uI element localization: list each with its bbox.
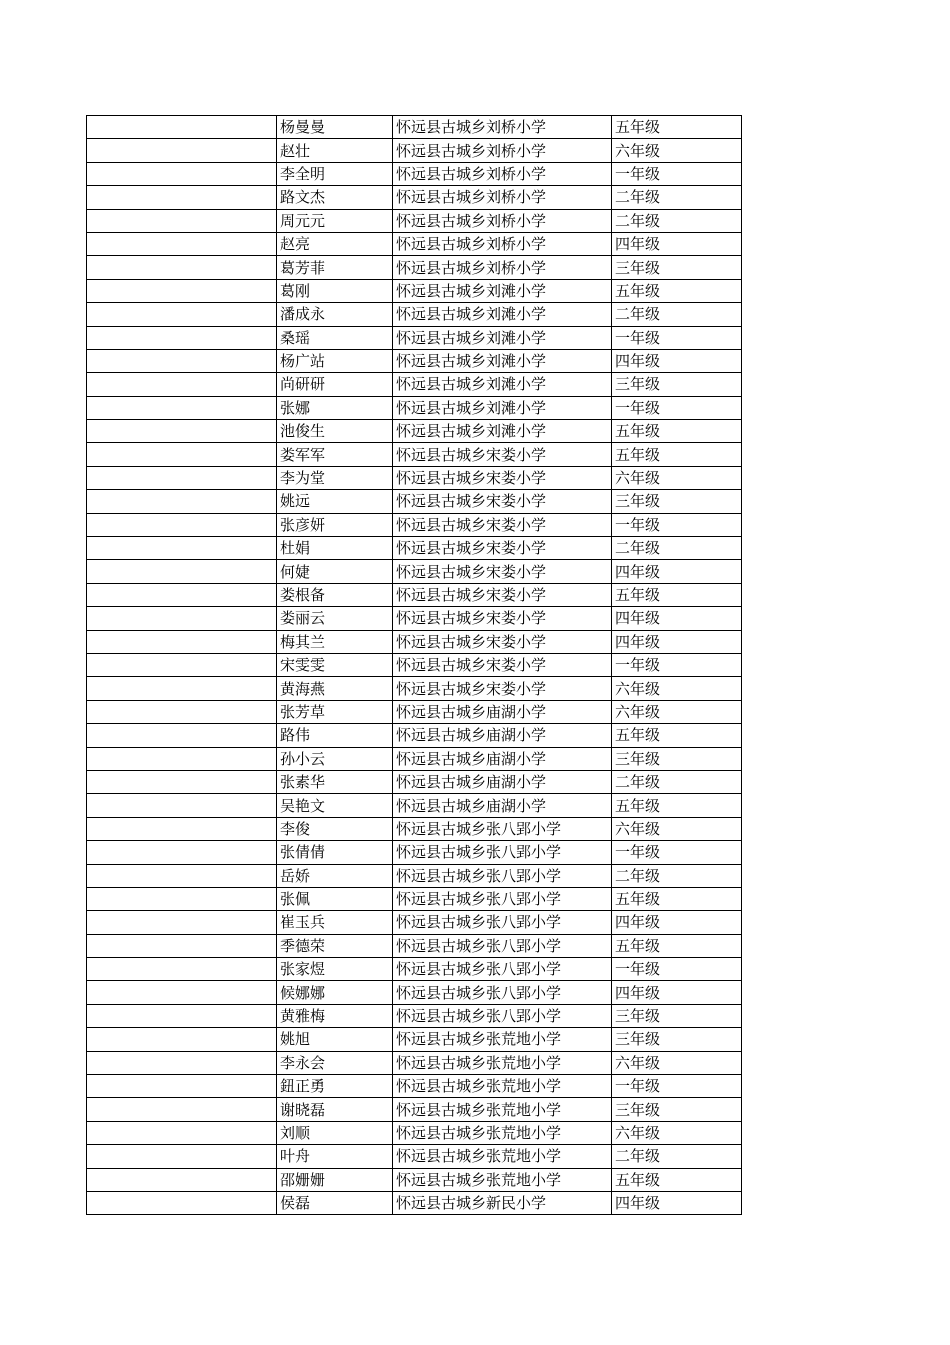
school-name-cell: 怀远县古城乡张荒地小学 [393, 1075, 612, 1098]
grade-cell: 五年级 [612, 887, 742, 910]
school-name-cell: 怀远县古城乡刘滩小学 [393, 326, 612, 349]
row-index-cell [87, 934, 277, 957]
school-name-cell: 怀远县古城乡刘桥小学 [393, 209, 612, 232]
school-name-cell: 怀远县古城乡庙湖小学 [393, 794, 612, 817]
student-name-cell: 李永会 [277, 1051, 393, 1074]
table-row [87, 116, 742, 139]
row-index-cell [87, 794, 277, 817]
grade-cell: 四年级 [612, 911, 742, 934]
table-row [87, 1051, 742, 1074]
table-row [87, 607, 742, 630]
table-row [87, 794, 742, 817]
table-row [87, 560, 742, 583]
school-name-cell: 怀远县古城乡刘桥小学 [393, 186, 612, 209]
student-name-cell: 鈕正勇 [277, 1075, 393, 1098]
grade-cell: 五年级 [612, 583, 742, 606]
student-name-cell: 侯磊 [277, 1191, 393, 1214]
row-index-cell [87, 747, 277, 770]
student-name-cell: 周元元 [277, 209, 393, 232]
table-row [87, 1075, 742, 1098]
table-row [87, 958, 742, 981]
row-index-cell [87, 256, 277, 279]
grade-cell: 三年级 [612, 1028, 742, 1051]
row-index-cell [87, 396, 277, 419]
school-name-cell: 怀远县古城乡张八郢小学 [393, 841, 612, 864]
table-row [87, 911, 742, 934]
table-row [87, 887, 742, 910]
school-name-cell: 怀远县古城乡刘滩小学 [393, 279, 612, 302]
row-index-cell [87, 1191, 277, 1214]
grade-cell: 四年级 [612, 1191, 742, 1214]
table-row [87, 256, 742, 279]
school-name-cell: 怀远县古城乡张八郢小学 [393, 911, 612, 934]
row-index-cell [87, 443, 277, 466]
table-row [87, 770, 742, 793]
row-index-cell [87, 373, 277, 396]
student-name-cell: 杜娟 [277, 537, 393, 560]
school-name-cell: 怀远县古城乡张八郢小学 [393, 1004, 612, 1027]
school-name-cell: 怀远县古城乡宋娄小学 [393, 560, 612, 583]
table-row [87, 303, 742, 326]
row-index-cell [87, 1051, 277, 1074]
row-index-cell [87, 232, 277, 255]
grade-cell: 六年级 [612, 466, 742, 489]
row-index-cell [87, 537, 277, 560]
row-index-cell [87, 817, 277, 840]
table-row [87, 396, 742, 419]
student-name-cell: 路文杰 [277, 186, 393, 209]
row-index-cell [87, 209, 277, 232]
student-name-cell: 吴艳文 [277, 794, 393, 817]
grade-cell: 二年级 [612, 864, 742, 887]
grade-cell: 四年级 [612, 349, 742, 372]
grade-cell: 四年级 [612, 630, 742, 653]
row-index-cell [87, 326, 277, 349]
row-index-cell [87, 186, 277, 209]
row-index-cell [87, 349, 277, 372]
student-name-cell: 候娜娜 [277, 981, 393, 1004]
table-row [87, 1004, 742, 1027]
grade-cell: 五年级 [612, 794, 742, 817]
table-row [87, 373, 742, 396]
school-name-cell: 怀远县古城乡宋娄小学 [393, 630, 612, 653]
row-index-cell [87, 420, 277, 443]
table-row [87, 1028, 742, 1051]
row-index-cell [87, 700, 277, 723]
school-name-cell: 怀远县古城乡新民小学 [393, 1191, 612, 1214]
grade-cell: 四年级 [612, 607, 742, 630]
grade-cell: 三年级 [612, 747, 742, 770]
student-name-cell: 崔玉兵 [277, 911, 393, 934]
grade-cell: 一年级 [612, 958, 742, 981]
grade-cell: 一年级 [612, 396, 742, 419]
school-name-cell: 怀远县古城乡宋娄小学 [393, 537, 612, 560]
student-name-cell: 岳娇 [277, 864, 393, 887]
grade-cell: 五年级 [612, 443, 742, 466]
school-name-cell: 怀远县古城乡张八郢小学 [393, 981, 612, 1004]
grade-cell: 六年级 [612, 677, 742, 700]
grade-cell: 四年级 [612, 232, 742, 255]
table-row [87, 209, 742, 232]
student-name-cell: 路伟 [277, 724, 393, 747]
roster-body [87, 116, 742, 1215]
student-name-cell: 娄丽云 [277, 607, 393, 630]
student-name-cell: 姚旭 [277, 1028, 393, 1051]
grade-cell: 六年级 [612, 139, 742, 162]
student-name-cell: 娄军军 [277, 443, 393, 466]
table-row [87, 139, 742, 162]
student-name-cell: 张娜 [277, 396, 393, 419]
row-index-cell [87, 490, 277, 513]
grade-cell: 六年级 [612, 1121, 742, 1144]
school-name-cell: 怀远县古城乡刘桥小学 [393, 232, 612, 255]
student-name-cell: 赵亮 [277, 232, 393, 255]
table-row [87, 724, 742, 747]
student-name-cell: 季德荣 [277, 934, 393, 957]
table-row [87, 653, 742, 676]
student-name-cell: 李为堂 [277, 466, 393, 489]
school-name-cell: 怀远县古城乡宋娄小学 [393, 466, 612, 489]
grade-cell: 一年级 [612, 326, 742, 349]
grade-cell: 二年级 [612, 303, 742, 326]
row-index-cell [87, 770, 277, 793]
grade-cell: 六年级 [612, 700, 742, 723]
student-name-cell: 何婕 [277, 560, 393, 583]
table-row [87, 817, 742, 840]
row-index-cell [87, 1004, 277, 1027]
table-row [87, 326, 742, 349]
grade-cell: 五年级 [612, 420, 742, 443]
school-name-cell: 怀远县古城乡刘桥小学 [393, 256, 612, 279]
student-name-cell: 黄海燕 [277, 677, 393, 700]
grade-cell: 一年级 [612, 162, 742, 185]
grade-cell: 五年级 [612, 724, 742, 747]
table-row [87, 747, 742, 770]
table-row [87, 186, 742, 209]
school-name-cell: 怀远县古城乡张荒地小学 [393, 1098, 612, 1121]
student-name-cell: 叶舟 [277, 1145, 393, 1168]
student-name-cell: 张佩 [277, 887, 393, 910]
school-name-cell: 怀远县古城乡刘滩小学 [393, 373, 612, 396]
grade-cell: 五年级 [612, 934, 742, 957]
grade-cell: 三年级 [612, 1098, 742, 1121]
student-name-cell: 刘顺 [277, 1121, 393, 1144]
school-name-cell: 怀远县古城乡宋娄小学 [393, 513, 612, 536]
school-name-cell: 怀远县古城乡刘滩小学 [393, 303, 612, 326]
grade-cell: 二年级 [612, 209, 742, 232]
student-name-cell: 梅其兰 [277, 630, 393, 653]
student-name-cell: 张芳草 [277, 700, 393, 723]
table-row [87, 420, 742, 443]
student-name-cell: 黄雅梅 [277, 1004, 393, 1027]
row-index-cell [87, 607, 277, 630]
school-name-cell: 怀远县古城乡宋娄小学 [393, 443, 612, 466]
school-name-cell: 怀远县古城乡张八郢小学 [393, 817, 612, 840]
school-name-cell: 怀远县古城乡张荒地小学 [393, 1028, 612, 1051]
school-name-cell: 怀远县古城乡宋娄小学 [393, 607, 612, 630]
school-name-cell: 怀远县古城乡庙湖小学 [393, 770, 612, 793]
grade-cell: 二年级 [612, 770, 742, 793]
school-name-cell: 怀远县古城乡张八郢小学 [393, 958, 612, 981]
row-index-cell [87, 981, 277, 1004]
row-index-cell [87, 911, 277, 934]
table-row [87, 1098, 742, 1121]
table-row [87, 349, 742, 372]
row-index-cell [87, 1098, 277, 1121]
school-name-cell: 怀远县古城乡张八郢小学 [393, 934, 612, 957]
student-name-cell: 张家煜 [277, 958, 393, 981]
table-row [87, 1145, 742, 1168]
table-row [87, 232, 742, 255]
school-name-cell: 怀远县古城乡宋娄小学 [393, 490, 612, 513]
school-name-cell: 怀远县古城乡张八郢小学 [393, 864, 612, 887]
student-name-cell: 葛芳菲 [277, 256, 393, 279]
row-index-cell [87, 630, 277, 653]
student-name-cell: 宋雯雯 [277, 653, 393, 676]
row-index-cell [87, 1075, 277, 1098]
grade-cell: 四年级 [612, 981, 742, 1004]
row-index-cell [87, 279, 277, 302]
row-index-cell [87, 841, 277, 864]
grade-cell: 六年级 [612, 817, 742, 840]
school-name-cell: 怀远县古城乡刘滩小学 [393, 420, 612, 443]
row-index-cell [87, 864, 277, 887]
grade-cell: 三年级 [612, 490, 742, 513]
row-index-cell [87, 887, 277, 910]
grade-cell: 二年级 [612, 1145, 742, 1168]
table-row [87, 864, 742, 887]
student-name-cell: 张倩倩 [277, 841, 393, 864]
student-name-cell: 桑瑶 [277, 326, 393, 349]
student-name-cell: 李全明 [277, 162, 393, 185]
school-name-cell: 怀远县古城乡庙湖小学 [393, 747, 612, 770]
student-name-cell: 张彦妍 [277, 513, 393, 536]
grade-cell: 三年级 [612, 256, 742, 279]
student-name-cell: 李俊 [277, 817, 393, 840]
student-name-cell: 姚远 [277, 490, 393, 513]
row-index-cell [87, 724, 277, 747]
row-index-cell [87, 116, 277, 139]
row-index-cell [87, 583, 277, 606]
school-name-cell: 怀远县古城乡张荒地小学 [393, 1121, 612, 1144]
table-row [87, 443, 742, 466]
student-name-cell: 谢晓磊 [277, 1098, 393, 1121]
table-row [87, 677, 742, 700]
school-name-cell: 怀远县古城乡刘桥小学 [393, 116, 612, 139]
table-row [87, 1121, 742, 1144]
row-index-cell [87, 653, 277, 676]
table-row [87, 162, 742, 185]
row-index-cell [87, 958, 277, 981]
grade-cell: 三年级 [612, 1004, 742, 1027]
table-row [87, 934, 742, 957]
school-name-cell: 怀远县古城乡宋娄小学 [393, 583, 612, 606]
school-name-cell: 怀远县古城乡宋娄小学 [393, 653, 612, 676]
table-row [87, 700, 742, 723]
grade-cell: 一年级 [612, 653, 742, 676]
school-name-cell: 怀远县古城乡刘桥小学 [393, 139, 612, 162]
grade-cell: 二年级 [612, 537, 742, 560]
school-name-cell: 怀远县古城乡张荒地小学 [393, 1051, 612, 1074]
school-name-cell: 怀远县古城乡庙湖小学 [393, 724, 612, 747]
row-index-cell [87, 303, 277, 326]
student-name-cell: 潘成永 [277, 303, 393, 326]
school-name-cell: 怀远县古城乡刘滩小学 [393, 349, 612, 372]
row-index-cell [87, 513, 277, 536]
table-row [87, 841, 742, 864]
school-name-cell: 怀远县古城乡刘桥小学 [393, 162, 612, 185]
row-index-cell [87, 1168, 277, 1191]
grade-cell: 六年级 [612, 1051, 742, 1074]
grade-cell: 二年级 [612, 186, 742, 209]
row-index-cell [87, 162, 277, 185]
table-row [87, 1191, 742, 1214]
table-row [87, 513, 742, 536]
table-row [87, 490, 742, 513]
student-name-cell: 葛刚 [277, 279, 393, 302]
grade-cell: 一年级 [612, 513, 742, 536]
student-name-cell: 杨曼曼 [277, 116, 393, 139]
student-name-cell: 邵姗姗 [277, 1168, 393, 1191]
student-name-cell: 尚研研 [277, 373, 393, 396]
school-name-cell: 怀远县古城乡庙湖小学 [393, 700, 612, 723]
table-row [87, 583, 742, 606]
student-name-cell: 孙小云 [277, 747, 393, 770]
grade-cell: 三年级 [612, 373, 742, 396]
grade-cell: 五年级 [612, 116, 742, 139]
student-name-cell: 池俊生 [277, 420, 393, 443]
row-index-cell [87, 1145, 277, 1168]
table-row [87, 466, 742, 489]
grade-cell: 四年级 [612, 560, 742, 583]
table-row [87, 279, 742, 302]
grade-cell: 一年级 [612, 1075, 742, 1098]
row-index-cell [87, 677, 277, 700]
row-index-cell [87, 1028, 277, 1051]
row-index-cell [87, 1121, 277, 1144]
grade-cell: 五年级 [612, 279, 742, 302]
student-roster-table [86, 115, 742, 1215]
table-row [87, 537, 742, 560]
row-index-cell [87, 560, 277, 583]
row-index-cell [87, 466, 277, 489]
grade-cell: 五年级 [612, 1168, 742, 1191]
table-row [87, 1168, 742, 1191]
school-name-cell: 怀远县古城乡刘滩小学 [393, 396, 612, 419]
school-name-cell: 怀远县古城乡张八郢小学 [393, 887, 612, 910]
row-index-cell [87, 139, 277, 162]
table-row [87, 981, 742, 1004]
student-name-cell: 赵壮 [277, 139, 393, 162]
grade-cell: 一年级 [612, 841, 742, 864]
student-name-cell: 娄根备 [277, 583, 393, 606]
student-name-cell: 杨广站 [277, 349, 393, 372]
school-name-cell: 怀远县古城乡张荒地小学 [393, 1168, 612, 1191]
table-row [87, 630, 742, 653]
student-name-cell: 张素华 [277, 770, 393, 793]
school-name-cell: 怀远县古城乡宋娄小学 [393, 677, 612, 700]
school-name-cell: 怀远县古城乡张荒地小学 [393, 1145, 612, 1168]
